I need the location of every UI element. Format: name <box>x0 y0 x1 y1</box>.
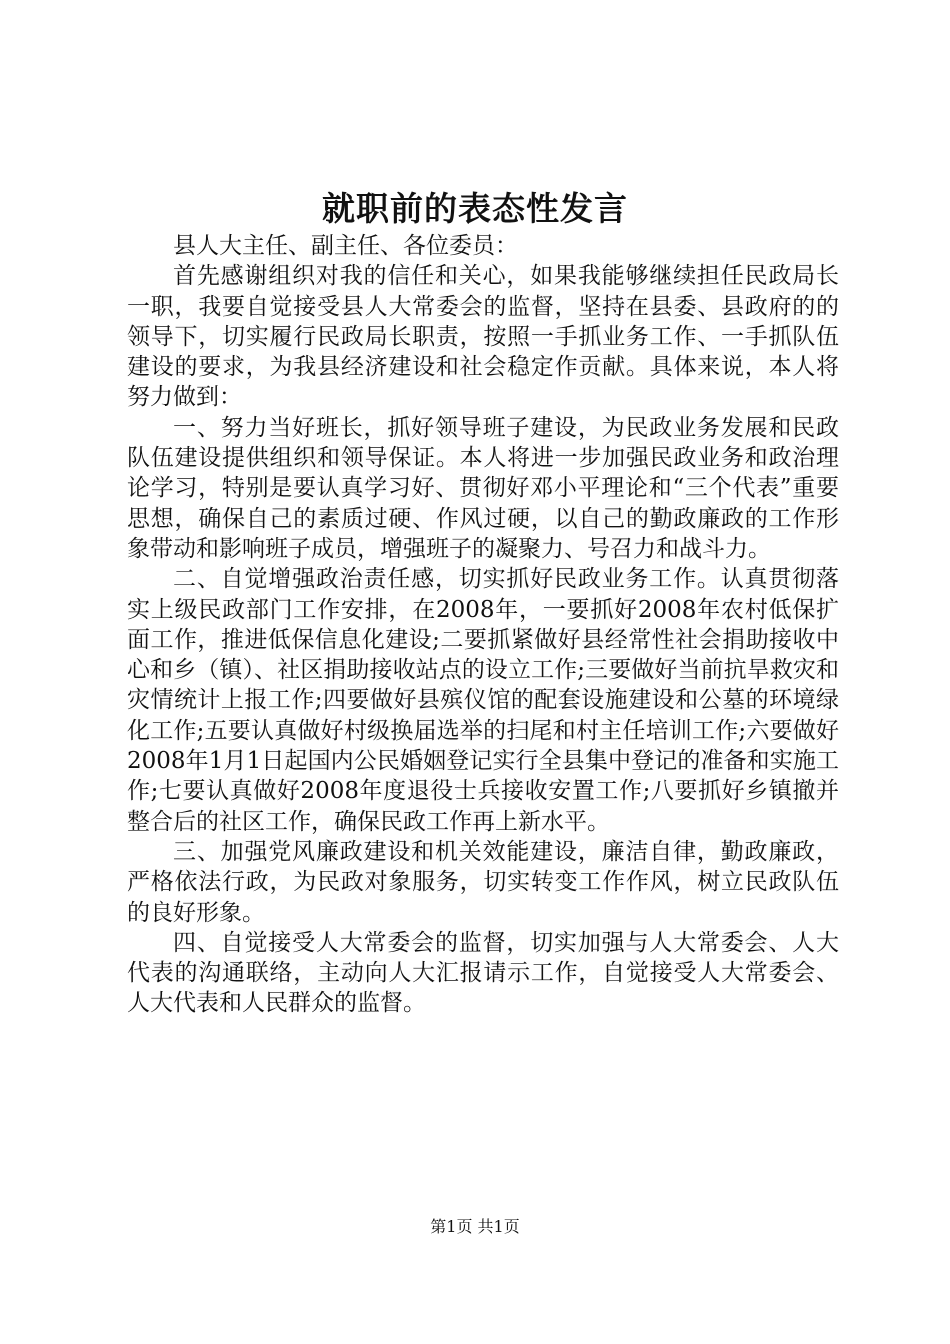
paragraph-point-2: 二、自觉增强政治责任感，切实抓好民政业务工作。认真贯彻落实上级民政部门工作安排，在2008年，一要抓好2008年农村低保扩面工作，推进低保信息化建设;二要抓紧做好县经常性社会捐助接收中心和乡（镇）、社区捐助接收站点的设立工作;三要做好当前抗旱救灾和灾情统计上报工作;四要做好县殡仪馆的配套设施建设和公墓的环境绿化工作;五要认真做好村级换届选举的扫尾和村主任培训工作;六要做好2008年1月1日起国内公民婚姻登记实行全县集中登记的准备和实施工作;七要认真做好2008年度退役士兵接收安置工作;八要抓好乡镇撤并整合后的社区工作，确保民政工作再上新水平。 <box>127 566 839 835</box>
salutation: 县人大主任、副主任、各位委员： <box>173 233 518 259</box>
page-number-footer: 第1页 共1页 <box>430 1217 520 1236</box>
document-body <box>127 231 839 1019</box>
paragraph-point-3: 三、加强党风廉政建设和机关效能建设，廉洁自律，勤政廉政，严格依法行政，为民政对象服务，切实转变工作作风，树立民政队伍的良好形象。 <box>127 838 839 926</box>
paragraph-point-4: 四、自觉接受人大常委会的监督，切实加强与人大常委会、人大代表的沟通联络，主动向人大汇报请示工作，自觉接受人大常委会、人大代表和人民群众的监督。 <box>127 929 839 1017</box>
document-title: 就职前的表态性发言 <box>322 189 628 228</box>
paragraph-point-1: 一、努力当好班长，抓好领导班子建设，为民政业务发展和民政队伍建设提供组织和领导保证。本人将进一步加强民政业务和政治理论学习，特别是要认真学习好、贯彻好邓小平理论和“三个代表”重要思想，确保自己的素质过硬、作风过硬，以自己的勤政廉政的工作形象带动和影响班子成员，增强班子的凝聚力、号召力和战斗力。 <box>127 414 839 562</box>
paragraph-intro: 首先感谢组织对我的信任和关心，如果我能够继续担任民政局长一职，我要自觉接受县人大常委会的监督，坚持在县委、县政府的的领导下，切实履行民政局长职责，按照一手抓业务工作、一手抓队伍建设的要求，为我县经济建设和社会稳定作贡献。具体来说，本人将努力做到： <box>127 263 839 411</box>
